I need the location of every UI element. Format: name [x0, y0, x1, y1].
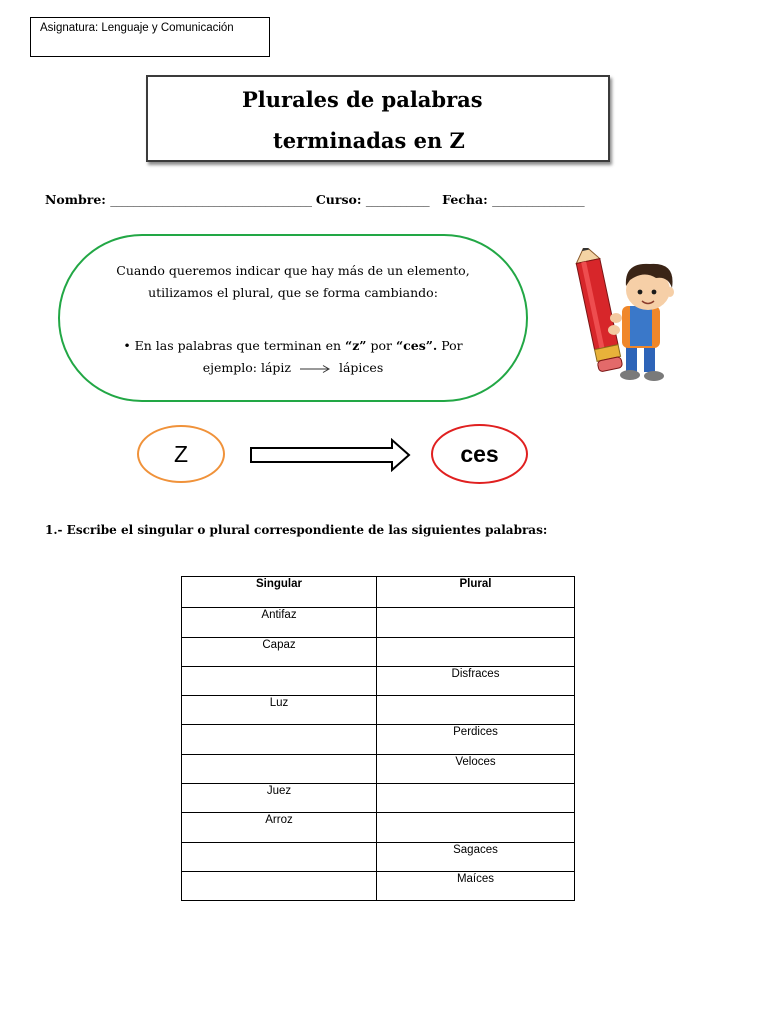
table-header-row [182, 577, 575, 608]
singular-cell[interactable]: Juez [182, 784, 377, 813]
subject-label: Asignatura: Lenguaje y Comunicación [40, 22, 234, 34]
table-row [182, 608, 575, 637]
right-arrow-icon [299, 364, 331, 374]
singular-cell[interactable] [182, 842, 377, 871]
header-plural: Plural [377, 577, 575, 608]
singular-cell[interactable]: Capaz [182, 637, 377, 666]
plural-cell[interactable]: Maíces [377, 871, 575, 900]
bullet-prefix: • En las palabras que terminan en [123, 338, 345, 353]
plural-cell[interactable]: Perdices [377, 725, 575, 754]
table-row [182, 754, 575, 783]
singular-cell[interactable]: Arroz [182, 813, 377, 842]
student-info-line [45, 192, 725, 207]
example-result: lápices [338, 360, 384, 375]
singular-cell[interactable] [182, 725, 377, 754]
table-row [182, 666, 575, 695]
singular-cell[interactable] [182, 871, 377, 900]
z-quote: “z” [345, 338, 367, 353]
plural-cell[interactable] [377, 784, 575, 813]
subject-box [30, 17, 270, 57]
z-letter: Z [173, 440, 189, 467]
table-row [182, 637, 575, 666]
plural-cell[interactable]: Veloces [377, 754, 575, 783]
date-label: Fecha: [442, 192, 488, 207]
explanation-paragraph: Cuando queremos indicar que hay más de un elemento, utilizamos el plural, que se forma cambiando: [116, 263, 470, 300]
table-row [182, 871, 575, 900]
plural-cell[interactable]: Sagaces [377, 842, 575, 871]
plural-cell[interactable] [377, 696, 575, 725]
title-box [146, 75, 610, 162]
singular-cell[interactable]: Luz [182, 696, 377, 725]
table-row [182, 784, 575, 813]
date-field[interactable]: ________________ [492, 192, 585, 207]
singular-plural-table [181, 576, 575, 901]
bullet-suffix: Por [437, 338, 463, 353]
explanation-box [58, 234, 528, 402]
table-row [182, 813, 575, 842]
table-row [182, 696, 575, 725]
singular-cell[interactable]: Antifaz [182, 608, 377, 637]
course-label: Curso: [315, 192, 362, 207]
ces-circle [431, 424, 528, 484]
z-circle [137, 425, 225, 483]
title-line-2: terminadas en Z [273, 128, 465, 153]
singular-cell[interactable] [182, 666, 377, 695]
course-field[interactable]: ___________ [365, 192, 430, 207]
title-line-1: Plurales de palabras [242, 87, 483, 112]
example-label: ejemplo: lápiz [202, 360, 292, 375]
plural-cell[interactable] [377, 813, 575, 842]
ces-text: ces [460, 440, 499, 467]
bullet-mid: por [366, 338, 396, 353]
example-row [60, 357, 526, 379]
header-singular: Singular [182, 577, 377, 608]
plural-cell[interactable] [377, 608, 575, 637]
plural-cell[interactable] [377, 637, 575, 666]
name-field[interactable]: ___________________________________ [110, 192, 312, 207]
ces-quote: “ces”. [395, 338, 438, 353]
plural-cell[interactable]: Disfraces [377, 666, 575, 695]
boy-with-pencil-illustration [560, 248, 690, 382]
table-row [182, 842, 575, 871]
table-row [182, 725, 575, 754]
exercise-question: 1.- Escribe el singular o plural correspondiente de las siguientes palabras: [45, 523, 548, 537]
explanation-bullet [80, 335, 506, 357]
singular-cell[interactable] [182, 754, 377, 783]
transform-arrow-icon [250, 438, 412, 472]
name-label: Nombre: [45, 192, 106, 207]
